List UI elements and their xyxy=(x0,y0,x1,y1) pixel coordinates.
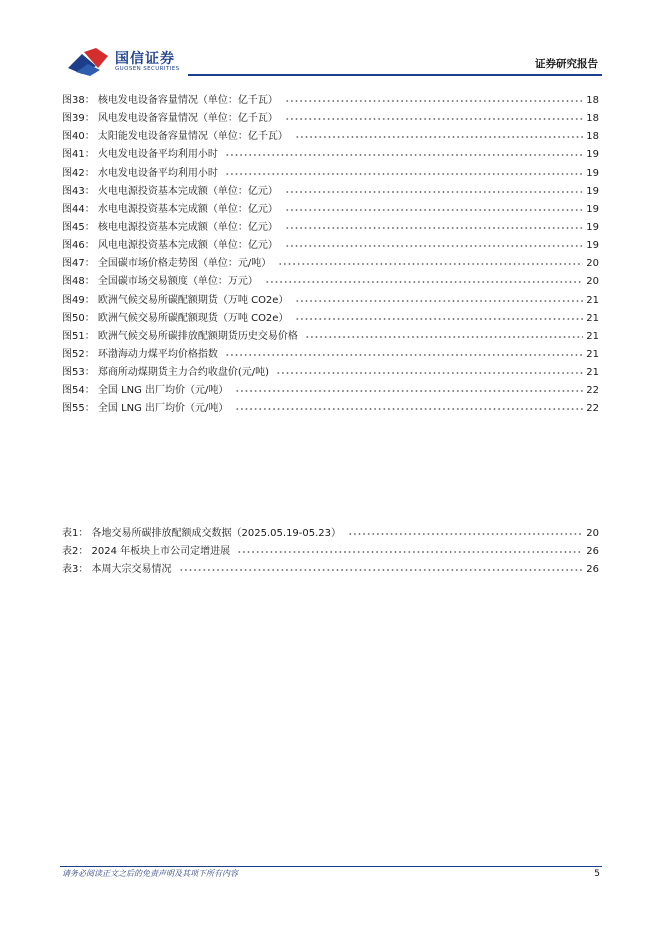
report-type-label: 证券研究报告 xyxy=(535,58,598,70)
toc-leader-dots xyxy=(235,386,583,396)
toc-page-number: 19 xyxy=(586,203,599,215)
header-divider xyxy=(188,74,602,76)
toc-leader-dots xyxy=(285,96,583,106)
toc-page-number: 22 xyxy=(586,403,599,415)
toc-leader-dots xyxy=(305,332,583,342)
toc-label: 图52： 环渤海动力煤平均价格指数 xyxy=(62,349,218,361)
toc-page-number: 21 xyxy=(586,294,599,306)
toc-page-number: 18 xyxy=(586,131,599,143)
toc-row[interactable] xyxy=(62,292,600,310)
toc-page-number: 21 xyxy=(586,367,599,379)
toc-row[interactable] xyxy=(62,525,600,543)
toc-label: 图48： 全国碳市场交易额度（单位：万元） xyxy=(62,276,258,288)
toc-label: 图47： 全国碳市场价格走势图（单位：元/吨） xyxy=(62,258,272,270)
toc-row[interactable] xyxy=(62,183,600,201)
toc-label: 图41： 火电发电设备平均利用小时 xyxy=(62,149,218,161)
toc-label: 图55： 全国 LNG 出厂均价（元/吨） xyxy=(62,403,229,415)
toc-row[interactable] xyxy=(62,255,600,273)
toc-page-number: 22 xyxy=(586,385,599,397)
toc-label: 图45： 核电电源投资基本完成额（单位：亿元） xyxy=(62,222,278,234)
toc-row[interactable] xyxy=(62,400,600,418)
toc-leader-dots xyxy=(348,529,583,539)
toc-row[interactable] xyxy=(62,201,600,219)
toc-label: 图49： 欧洲气候交易所碳配额期货（万吨 CO2e） xyxy=(62,294,289,306)
toc-page-number: 21 xyxy=(586,330,599,342)
toc-row[interactable] xyxy=(62,237,600,255)
toc-page-number: 20 xyxy=(586,258,599,270)
logo-text-cn: 国信证券 xyxy=(115,51,175,67)
toc-row[interactable] xyxy=(62,92,600,110)
toc-page-number: 26 xyxy=(586,546,599,558)
toc-leader-dots xyxy=(237,547,583,557)
toc-row[interactable] xyxy=(62,346,600,364)
guosen-logo xyxy=(66,46,186,78)
footer-divider xyxy=(60,866,602,867)
toc-leader-dots xyxy=(285,223,583,233)
toc-label: 图38： 核电发电设备容量情况（单位：亿千瓦） xyxy=(62,95,278,107)
toc-row[interactable] xyxy=(62,364,600,382)
toc-row[interactable] xyxy=(62,561,600,579)
page-number: 5 xyxy=(594,869,600,879)
toc-label: 表2： 2024 年板块上市公司定增进展 xyxy=(62,546,231,558)
toc-page-number: 19 xyxy=(586,167,599,179)
toc-label: 图39： 风电发电设备容量情况（单位：亿千瓦） xyxy=(62,113,278,125)
toc-leader-dots xyxy=(295,314,583,324)
toc-row[interactable] xyxy=(62,110,600,128)
toc-leader-dots xyxy=(225,150,583,160)
footer-disclaimer: 请务必阅读正文之后的免责声明及其项下所有内容 xyxy=(62,869,238,878)
toc-page-number: 19 xyxy=(586,149,599,161)
toc-leader-dots xyxy=(276,368,583,378)
toc-label: 图51： 欧洲气候交易所碳排放配额期货历史交易价格 xyxy=(62,330,298,342)
figure-list xyxy=(62,92,600,419)
toc-page-number: 19 xyxy=(586,185,599,197)
toc-row[interactable] xyxy=(62,382,600,400)
toc-row[interactable] xyxy=(62,165,600,183)
logo-text-en: GUOSEN SECURITIES xyxy=(115,66,180,72)
toc-leader-dots xyxy=(285,241,583,251)
table-list xyxy=(62,525,600,579)
toc-page-number: 19 xyxy=(586,240,599,252)
toc-page-number: 21 xyxy=(586,312,599,324)
toc-page-number: 18 xyxy=(586,95,599,107)
toc-page-number: 19 xyxy=(586,222,599,234)
toc-leader-dots xyxy=(285,205,583,215)
toc-label: 图54： 全国 LNG 出厂均价（元/吨） xyxy=(62,385,229,397)
toc-label: 图43： 火电电源投资基本完成额（单位：亿元） xyxy=(62,185,278,197)
toc-page-number: 20 xyxy=(586,528,599,540)
toc-page-number: 20 xyxy=(586,276,599,288)
toc-row[interactable] xyxy=(62,310,600,328)
toc-row[interactable] xyxy=(62,128,600,146)
toc-page-number: 26 xyxy=(586,564,599,576)
toc-row[interactable] xyxy=(62,146,600,164)
toc-leader-dots xyxy=(225,350,583,360)
toc-leader-dots xyxy=(285,114,583,124)
toc-page-number: 21 xyxy=(586,349,599,361)
toc-row[interactable] xyxy=(62,219,600,237)
toc-leader-dots xyxy=(295,296,583,306)
toc-leader-dots xyxy=(295,132,583,142)
toc-leader-dots xyxy=(235,404,583,414)
toc-leader-dots xyxy=(278,259,583,269)
toc-label: 图50： 欧洲气候交易所碳配额现货（万吨 CO2e） xyxy=(62,312,289,324)
toc-label: 表3： 本周大宗交易情况 xyxy=(62,564,172,576)
toc-row[interactable] xyxy=(62,543,600,561)
toc-label: 图46： 风电电源投资基本完成额（单位：亿元） xyxy=(62,240,278,252)
toc-leader-dots xyxy=(225,169,583,179)
toc-label: 图53： 郑商所动煤期货主力合约收盘价(元/吨) xyxy=(62,367,270,379)
toc-label: 图40： 太阳能发电设备容量情况（单位：亿千瓦） xyxy=(62,131,288,143)
toc-leader-dots xyxy=(285,187,583,197)
toc-row[interactable] xyxy=(62,273,600,291)
toc-leader-dots xyxy=(179,565,584,575)
toc-row[interactable] xyxy=(62,328,600,346)
toc-label: 图44： 水电电源投资基本完成额（单位：亿元） xyxy=(62,203,278,215)
toc-label: 图42： 水电发电设备平均利用小时 xyxy=(62,167,218,179)
guosen-logo-icon xyxy=(66,46,110,76)
toc-page-number: 18 xyxy=(586,113,599,125)
toc-label: 表1： 各地交易所碳排放配额成交数据（2025.05.19-05.23） xyxy=(62,528,342,540)
toc-leader-dots xyxy=(265,277,583,287)
page-header xyxy=(0,0,662,80)
